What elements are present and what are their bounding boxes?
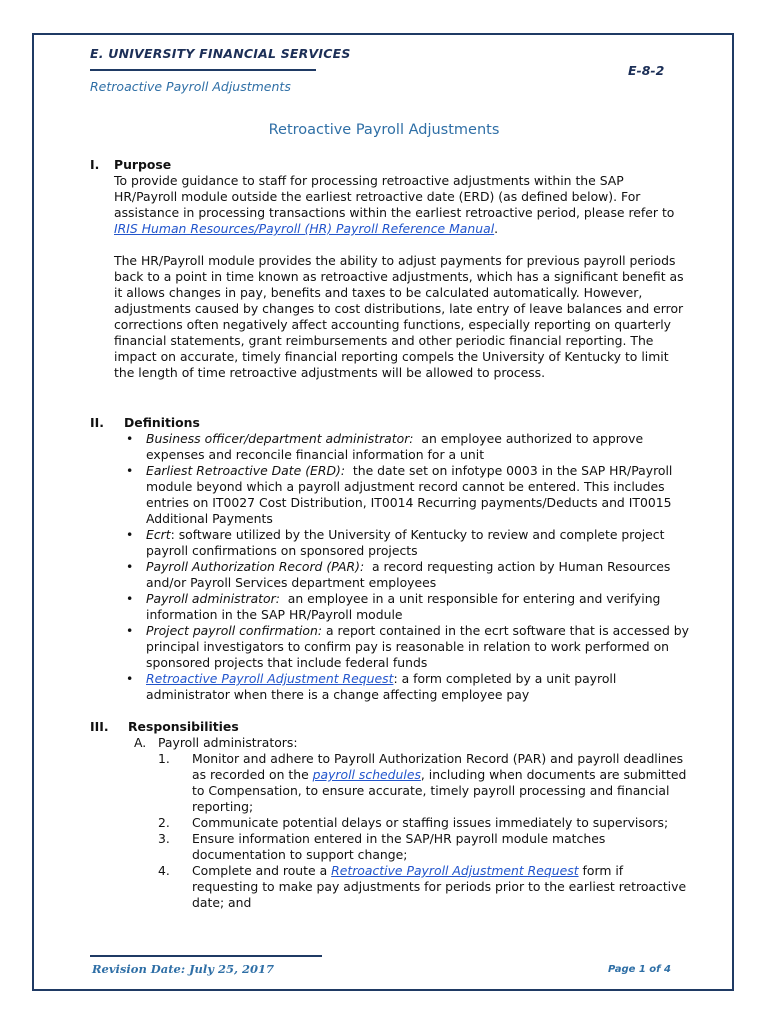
definition-term: Earliest Retroactive Date (ERD): [146, 463, 346, 478]
header-org: E. UNIVERSITY FINANCIAL SERVICES [90, 46, 351, 61]
definition-text: : software utilized by the University of Kentucky to review and complete project payroll confirmations on sponsored projects [146, 527, 669, 558]
page-number: Page 1 of 4 [608, 964, 671, 975]
section-definitions-heading [90, 415, 690, 431]
item-number: 4. [158, 863, 170, 878]
section-purpose-heading [90, 157, 690, 173]
responsibility-a [134, 735, 690, 751]
purpose-paragraph-1 [114, 173, 690, 237]
definition-item [124, 623, 693, 671]
item-text: Complete and route a [192, 863, 332, 878]
list-marker: A. [134, 735, 147, 750]
definition-text: : a form completed by a unit payroll administrator when there is a change affecting employee pay [146, 671, 621, 702]
section-title: Responsibilities [128, 719, 239, 734]
header-rule [90, 69, 316, 71]
section-number: I. [90, 157, 100, 172]
retro-request-link[interactable]: Retroactive Payroll Adjustment Request [146, 671, 394, 686]
item-number: 2. [158, 815, 170, 830]
footer-rule [90, 955, 322, 957]
item-number: 3. [158, 831, 170, 846]
purpose-text: To provide guidance to staff for processing retroactive adjustments within the SAP HR/Payroll module outside the earliest retroactive date (ERD) (as defined below). For assistance in processing transactions within the earliest retroactive period, please refer to [114, 173, 675, 220]
item-link[interactable]: Retroactive Payroll Adjustment Request [331, 863, 579, 878]
definition-term: Business officer/department administrator: [146, 431, 414, 446]
item-link[interactable]: payroll schedules [312, 767, 421, 782]
definition-item [124, 431, 690, 463]
header-subtitle: Retroactive Payroll Adjustments [90, 79, 291, 94]
item-text: Communicate potential delays or staffing issues immediately to supervisors; [192, 815, 669, 830]
definition-text: an employee authorized to approve expenses and reconcile financial information for a unit [146, 431, 648, 462]
definition-text: the date set on infotype 0003 in the SAP HR/Payroll module beyond which a payroll adjustment record cannot be entered. This includes entries on IT0027 Cost Distribution, IT0014 Recurring payments/Deducts and IT0015 Additional Payments [146, 463, 677, 526]
item-number: 1. [158, 751, 170, 766]
item-text-end: , including when documents are submitted to Compensation, to ensure accurate, timely payroll processing and financial reporting; [192, 767, 687, 814]
definition-text: an employee in a unit responsible for entering and verifying information in the SAP HR/Payroll module [146, 591, 665, 622]
section-responsibilities-heading [90, 719, 690, 735]
iris-manual-link[interactable]: IRIS Human Resources/Payroll (HR) Payroll Reference Manual [114, 221, 495, 236]
document-body [90, 157, 693, 911]
definition-term: Payroll Authorization Record (PAR): [146, 559, 365, 574]
definition-item [124, 463, 690, 527]
definition-item [124, 591, 690, 623]
item-text-end: form if requesting to make pay adjustments for periods prior to the earliest retroactive date; and [192, 863, 687, 910]
revision-date: Revision Date: July 25, 2017 [92, 962, 274, 976]
section-number: II. [90, 415, 104, 430]
definitions-list [124, 431, 693, 703]
definition-term: Payroll administrator: [146, 591, 280, 606]
definition-term: Project payroll confirmation: [146, 623, 323, 638]
purpose-text-end: . [494, 221, 499, 236]
definition-term: Ecrt [146, 527, 171, 542]
responsibility-item [158, 831, 690, 863]
responsibility-item [158, 815, 690, 831]
definition-text: a record requesting action by Human Resources and/or Payroll Services department employees [146, 559, 675, 590]
section-title: Purpose [114, 157, 172, 172]
responsibility-a-label: Payroll administrators: [158, 735, 298, 750]
header-code: E-8-2 [628, 63, 665, 78]
responsibility-item [158, 751, 690, 815]
definition-item [124, 671, 690, 703]
definition-text: a report contained in the ecrt software that is accessed by principal investigators to confirm pay is reasonable in relation to work performed on sponsored projects that include federal funds [146, 623, 693, 670]
responsibilities-list [158, 751, 690, 911]
definition-item [124, 559, 690, 591]
section-number: III. [90, 719, 109, 734]
section-title: Definitions [124, 415, 200, 430]
responsibility-item [158, 863, 690, 911]
item-text: Monitor and adhere to Payroll Authorization Record (PAR) and payroll deadlines as recorded on the [192, 751, 684, 782]
purpose-paragraph-2: The HR/Payroll module provides the ability to adjust payments for previous payroll periods back to a point in time known as retroactive adjustments, which has a significant benefit as it allows changes in pay, benefits and taxes to be calculated automatically. However, adjustments caused by changes to cost distributions, late entry of leave balances and error corrections often negatively affect accounting functions, especially reporting on quarterly financial statements, grant reimbursements and other periodic financial reporting. The impact on accurate, timely financial reporting compels the University of Kentucky to limit the length of time retroactive adjustments will be allowed to process. [114, 253, 684, 380]
definition-item [124, 527, 690, 559]
item-text: Ensure information entered in the SAP/HR payroll module matches documentation to support change; [192, 831, 606, 862]
document-title: Retroactive Payroll Adjustments [268, 122, 500, 138]
